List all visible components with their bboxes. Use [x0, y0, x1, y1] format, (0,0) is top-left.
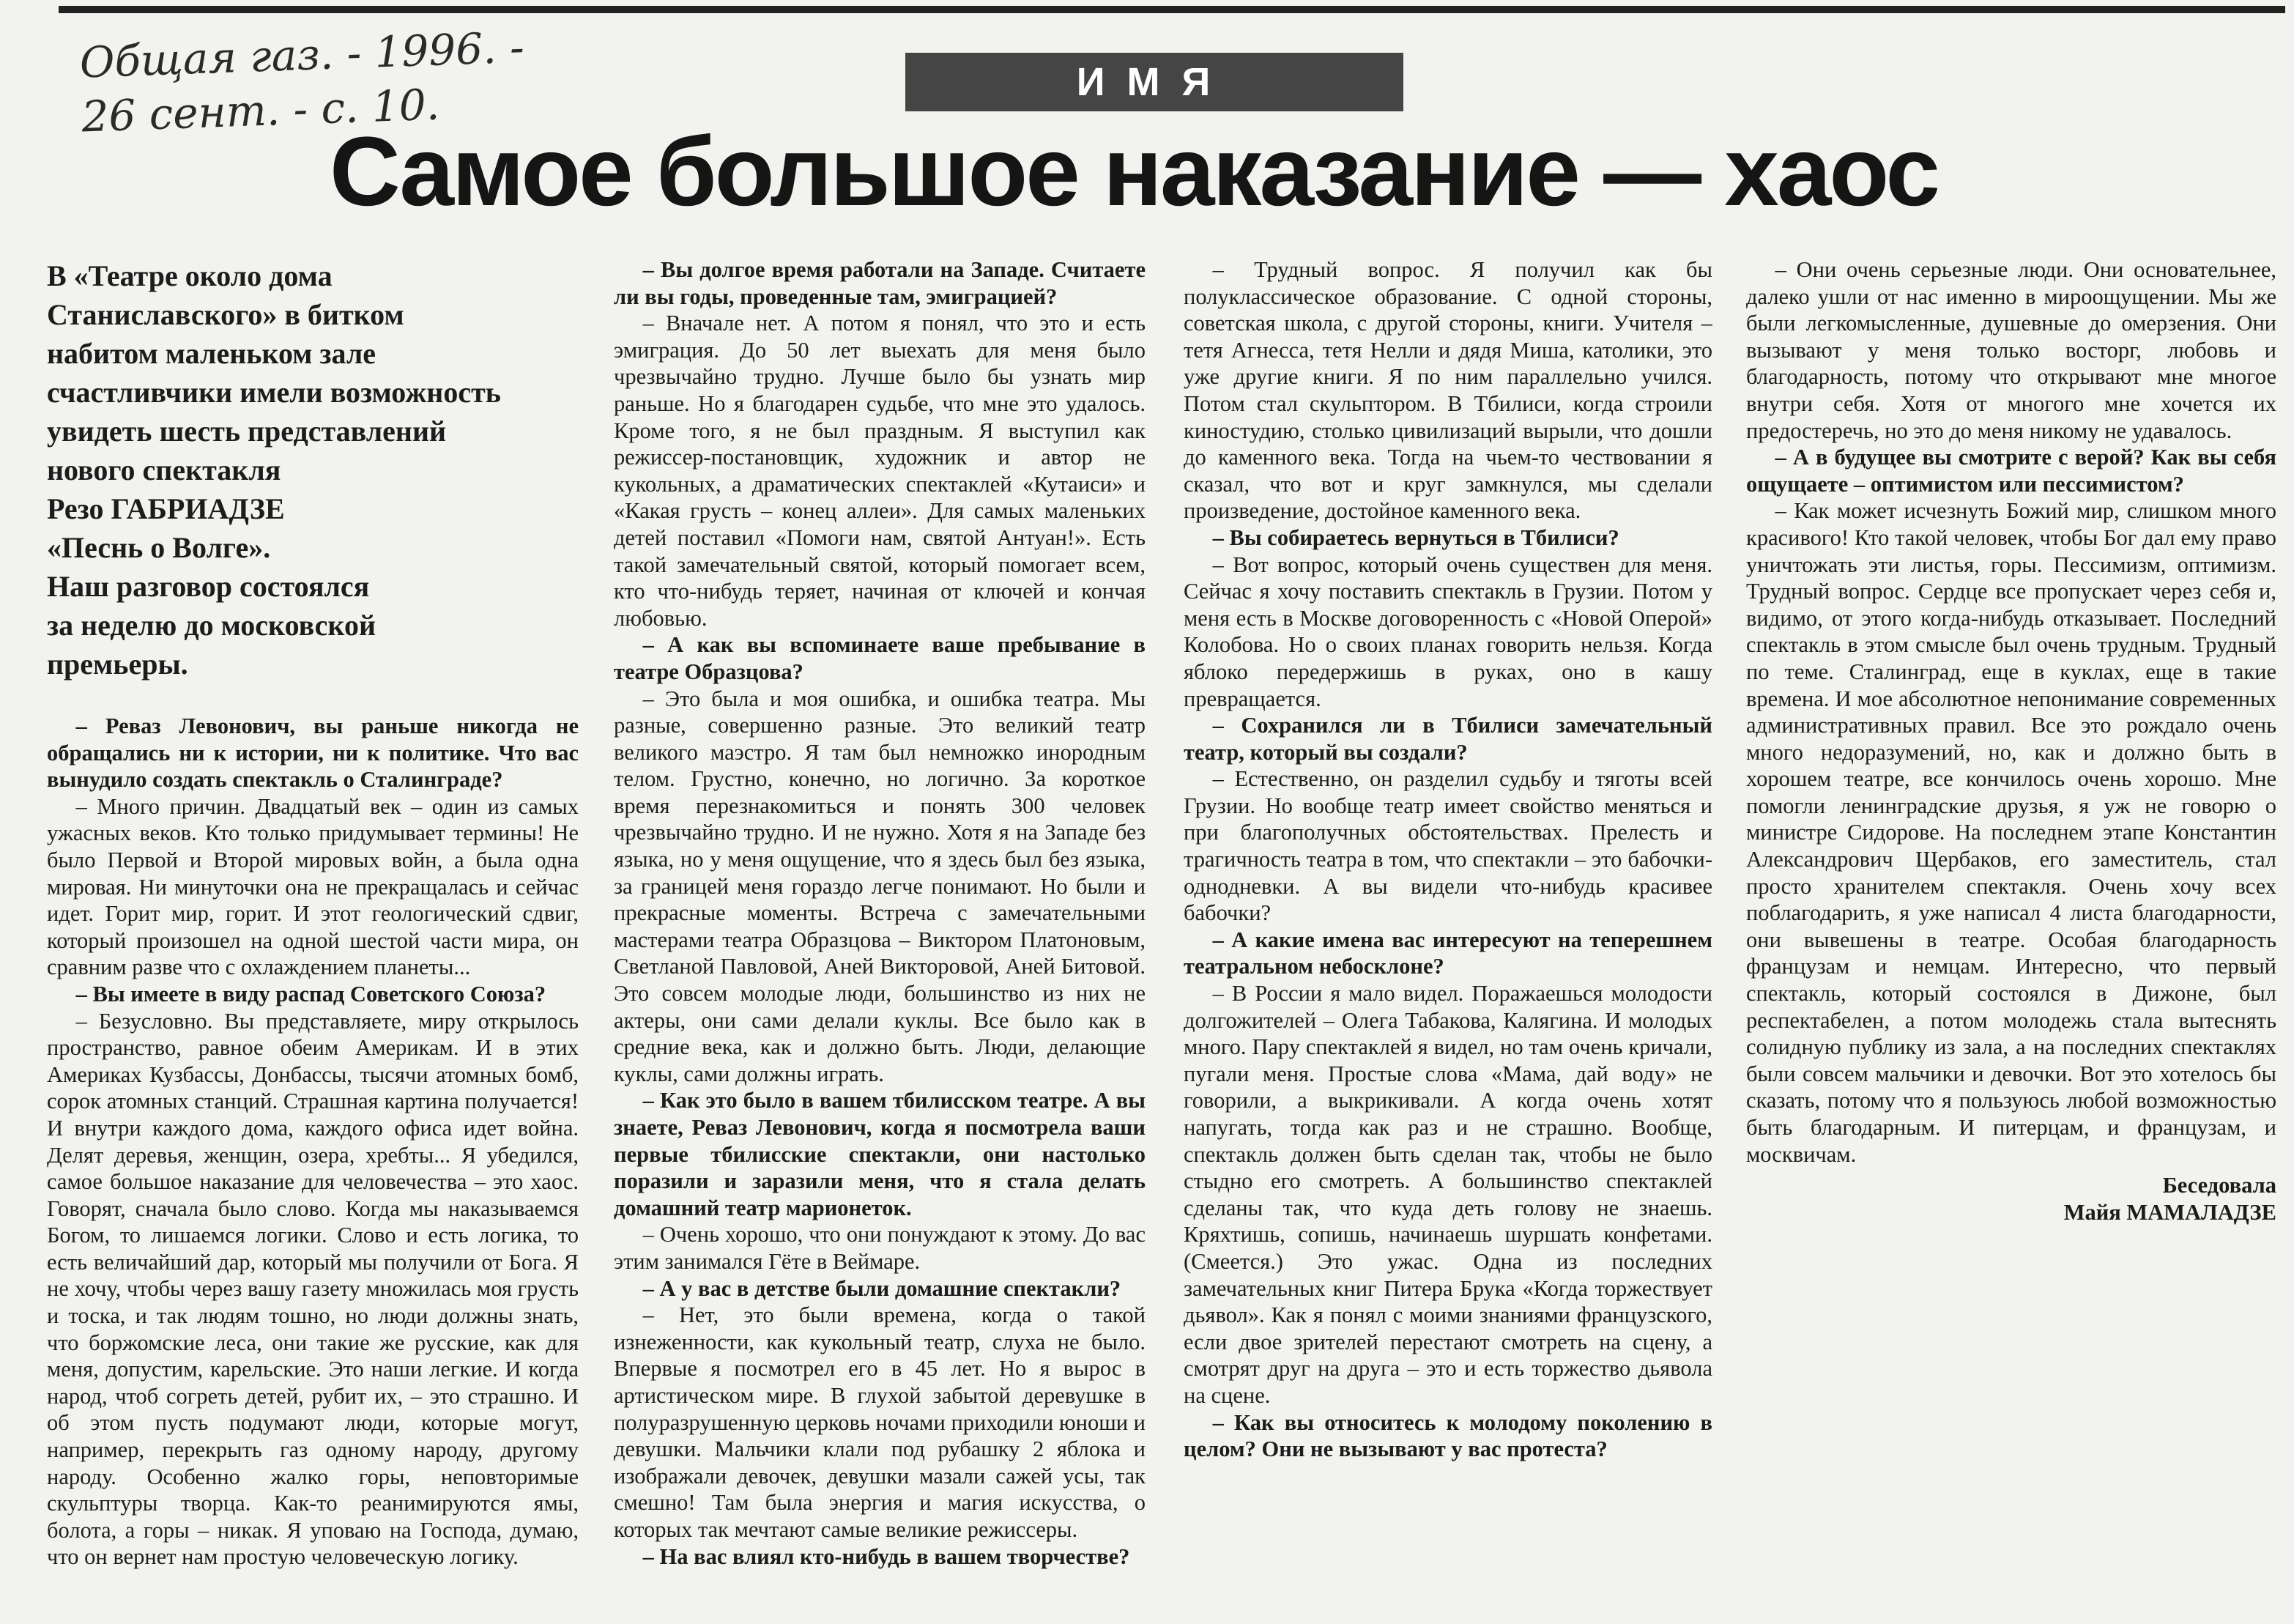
interview-question: – Вы имеете в виду распад Советского Союза? [75, 981, 546, 1006]
interview-question: – Реваз Левонович, вы раньше никогда не обращались ни к истории, ни к политике. Что вас вынудило создать спектакль о Сталинграде? [47, 713, 579, 793]
interview-question: – Вы долгое время работали на Западе. Считаете ли вы годы, проведенные там, эмиграцией? [614, 257, 1146, 309]
interview-answer: – Вот вопрос, который очень существен для меня. Сейчас я хочу поставить спектакль в Грузии. Потом у меня есть в Москве договоренность с «Новой Оперой» Колобова. Но о своих планах говорить нельзя. Когда яблоко передержишь в руках, оно в кашу превращается. [1184, 552, 1712, 711]
interview-question: – А в будущее вы смотрите с верой? Как вы себя ощущаете – оптимистом или пессимистом? [1746, 445, 2276, 497]
interview-answer: – В России я мало видел. Поражаешься молодости долгожителей – Олега Табакова, Калягина. И молодых много. Пару спектаклей я видел, но там очень кричали, пугали меня. Простые слова «Мама, дай воду» не говорили, а выкрикивали. А когда очень хотят напугать, тогда как раз и не страшно. Вообще, спектакль должен быть сделан так, чтобы не было стыдно его смотреть. А большинство спектаклей сделаны так, что куда деть голову не знаешь. Кряхтишь, сопишь, начинаешь шуршать конфетами. (Смеется.) Это ужас. Одна из последних замечательных книг Питера Брука «Когда торжествует дьявол». Как я понял с моими знаниями французского, если двое зрителей перестают смотреть на сцену, а смотрят друг на друга – это и есть торжество дьявола на сцене. [1184, 981, 1712, 1408]
interview-question: – Сохранился ли в Тбилиси замечательный театр, который вы создали? [1184, 713, 1712, 765]
byline-author: Майя МАМАЛАДЗЕ [2063, 1199, 2276, 1225]
interview-answer: – Очень хорошо, что они понуждают к этому. До вас этим занимался Гёте в Веймаре. [614, 1222, 1146, 1274]
byline [1746, 1172, 2276, 1226]
lead-paragraph: В «Театре около дома Станиславского» в битком набитом маленьком зале счастливчики имели возможность увидеть шесть представлений нового спектакля Резо ГАБРИАДЗЕ «Песнь о Волге». Наш разговор состоялся за неделю до московской премьеры. [47, 259, 501, 681]
interview-answer: – Естественно, он разделил судьбу и тяготы всей Грузии. Но вообще театр имеет свойство меняться и при благополучных обстоятельствах. Прелесть и трагичность театра в том, что спектакли – это бабочки-однодневки. А вы видели что-нибудь красивее бабочки? [1184, 766, 1712, 926]
rubric-label: ИМЯ [905, 53, 1403, 111]
interview-question: – А у вас в детстве были домашние спектакли? [642, 1275, 1121, 1301]
interview-question: – А как вы вспоминаете ваше пребывание в театре Образцова? [614, 632, 1146, 684]
interview-question: – Вы собираетесь вернуться в Тбилиси? [1212, 524, 1619, 550]
column-2 [614, 256, 1146, 1597]
column-3 [1184, 256, 1712, 1597]
byline-label: Беседовала [2162, 1173, 2276, 1198]
interview-answer: – Много причин. Двадцатый век – один из самых ужасных веков. Кто только придумывает термины! Не было Первой и Второй мировых войн, а была одна мировая. Ни минуточки она не прекращалась и сейчас идет. Горит мир, горит. И этот геологический сдвиг, который произошел на одной шестой части мира, он сравним разве что с охлаждением планеты... [47, 793, 579, 980]
interview-answer: – Как может исчезнуть Божий мир, слишком много красивого! Кто такой человек, чтобы Бог дал ему право уничтожать эти листья, горы. Пессимизм, оптимизм. Трудный вопрос. Сердце все пропускает через себя и, видимо, от этого когда-нибудь отказывает. Последний спектакль в этом смысле был очень трудным. Трудный по теме. Сталинград, еще в куклах, еще в такие времена. И мое абсолютное непонимание современных административных правил. Все это рождало очень много недоразумений, но, как и должно быть в хорошем театре, все кончилось очень хорошо. Мне помогли ленинградские друзья, я уж не говорю о министре Сидорове. На последнем этапе Константин Александрович Щербаков, его заместитель, стал просто хранителем спектакля. Очень хочу всех поблагодарить, я уже написал 4 листа благодарности, они вывешены в театре. Особая благодарность французам и немцам. Интересно, что первый спектакль, который состоялся в Дижоне, был респектабелен, а потом молодежь стала вытеснять солидную публику из зала, а на последних спектаклях были совсем мальчики и девочки. Вот это хотелось бы сказать, потому что я пользуюсь любой возможностью быть благодарным. И питерцам, и французам, и москвичам. [1746, 498, 2276, 1167]
interview-question: – На вас влиял кто-нибудь в вашем творчестве? [642, 1543, 1130, 1569]
interview-question: – А какие имена вас интересуют на теперешнем театральном небосклоне? [1184, 927, 1712, 979]
interview-answer: – Трудный вопрос. Я получил как бы полуклассическое образование. С одной стороны, советская школа, с другой стороны, книги. Учителя – тетя Агнесса, тетя Нелли и дядя Миша, католики, это уже другие книги. Я по ним параллельно учился. Потом стал скульптором. В Тбилиси, когда строили киностудию, столько цивилизаций вырыли, что дошли до каменного века. Тогда на чьем-то чествовании я сказал, что вот и круг замкнулся, мы сделали произведение, достойное каменного века. [1184, 257, 1712, 524]
interview-answer: – Они очень серьезные люди. Они основательнее, далеко ушли от нас именно в мироощущении. Мы же были легкомысленные, душевные до омерзения. Они вызывают у меня только восторг, любовь и благодарность, потому что открывают мне многое внутри себя. Хотя от многого мне хочется их предостеречь, но это до меня никому не удавалось. [1746, 257, 2276, 443]
top-rule [59, 6, 2285, 13]
headline: Самое большое наказание — хаос [330, 117, 1938, 226]
column-1 [47, 256, 579, 1597]
column-4 [1746, 256, 2276, 1597]
interview-answer: – Вначале нет. А потом я понял, что это и есть эмиграция. До 50 лет выехать для меня было чрезвычайно трудно. Лучше было бы узнать мир раньше. Но я благодарен судьбе, что мне это удалось. Кроме того, я не был праздным. Я выступил как режиссер-постановщик, художник и автор не кукольных, а драматических спектаклей «Кутаиси» и «Какая грусть – конец аллеи». Для самых маленьких детей поставил «Помоги нам, святой Антуан!». Есть такой замечательный святой, который помогает всем, кто что-нибудь теряет, начиная от ключей и кончая любовью. [614, 311, 1146, 631]
handwritten-source-note: Общая газ. - 1996. - 26 сент. - с. 10. [78, 22, 525, 142]
interview-question: – Как это было в вашем тбилисском театре. А вы знаете, Реваз Левонович, когда я посмотрела ваши первые тбилисские спектакли, они настолько поразили и заразили меня, что я стала делать домашний театр марионеток. [614, 1088, 1146, 1220]
interview-answer: – Безусловно. Вы представляете, миру открылось пространство, равное обеим Америкам. И в этих Америках Кузбассы, Донбассы, тысячи атомных бомб, сорок атомных станций. Страшная картина получается! И внутри каждого дома, каждого офиса идет война. Делят деревья, женщин, озера, хребты... Я убедился, самое большое наказание для человечества – это хаос. Говорят, сначала было слово. Когда мы наказываемся Богом, то лишаемся логики. Слово и есть логика, то есть величайший дар, который мы получили от Бога. Я не хочу, чтобы через вашу газету множилась моя грусть и тоска, и так людям тошно, но люди должны знать, что боржомские леса, они такие же русские, как для меня, допустим, карельские. Это наши легкие. И когда народ, чтоб согреть детей, рубит их, – это страшно. И об этом пусть подумают люди, которые могут, например, перекрыть газ одному народу, другому народу. Особенно жалко горы, неповторимые скульптуры творца. Как-то реанимируются ямы, болота, а горы – никак. Я уповаю на Господа, думаю, что он вернет нам простую человеческую логику. [47, 1008, 579, 1570]
interview-question: – Как вы относитесь к молодому поколению в целом? Они не вызывают у вас протеста? [1184, 1409, 1712, 1462]
interview-answer: – Нет, это были времена, когда о такой изнеженности, как кукольный театр, слуха не было. Впервые я посмотрел его в 45 лет. Но я вырос в артистическом мире. В глухой забытой деревушке в полуразрушенную церковь ночами приходили юноши и девушки. Мальчики клали под рубашку 2 яблока и изображали девочек, девушки мазали сажей усы, так смешно! Там была энергия и магия искусства, о которых так мечтают самые великие режиссеры. [614, 1302, 1146, 1542]
interview-answer: – Это была и моя ошибка, и ошибка театра. Мы разные, совершенно разные. Это великий театр великого маэстро. Я там был немножко инородным телом. Грустно, конечно, но логично. За короткое время перезнакомиться и понять 300 человек чрезвычайно трудно. И не нужно. Хотя я на Западе без языка, но у меня ощущение, что я здесь был без языка, за границей меня гораздо легче понимают. Но были и прекрасные моменты. Встреча с замечательными мастерами театра Образцова – Виктором Платоновым, Светланой Павловой, Аней Викторовой, Аней Битовой. Это совсем молодые люди, большинство из них не актеры, они сами делали куклы. Все было как в средние века, как и должно быть. Люди, делающие куклы, сами должны играть. [614, 686, 1146, 1086]
